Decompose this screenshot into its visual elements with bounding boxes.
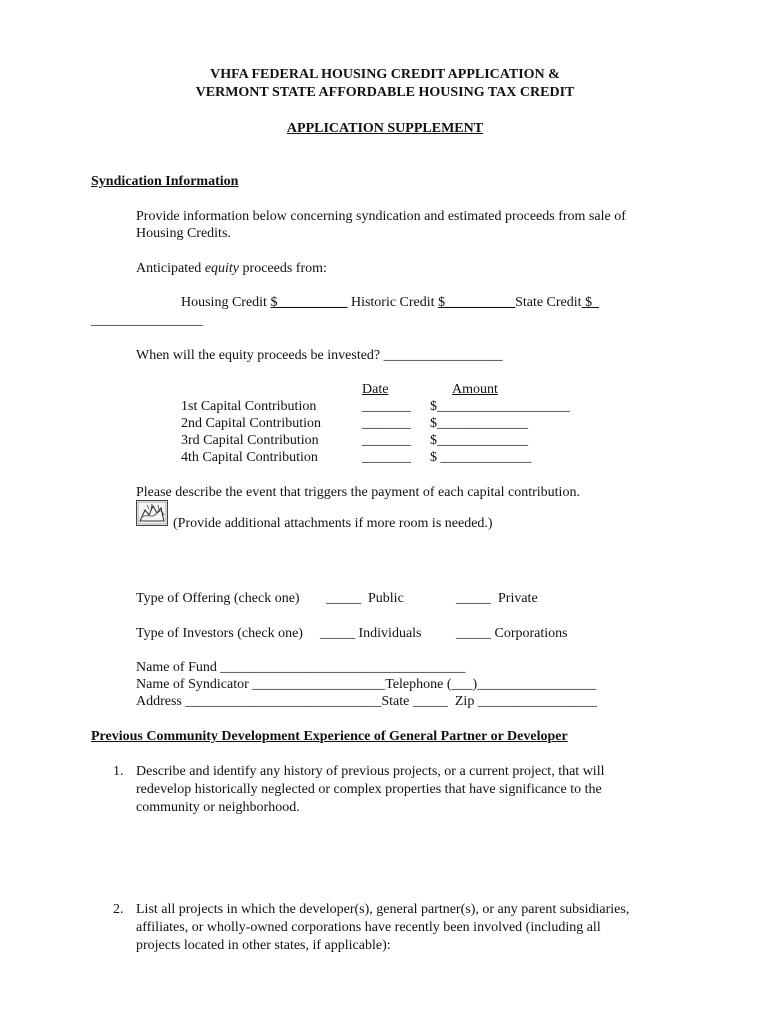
trigger-text: Please describe the event that triggers the payment of each capital contribution.: [136, 485, 580, 500]
syndication-intro-2: Housing Credits.: [136, 226, 231, 241]
col-date-header: Date: [362, 382, 389, 397]
syndication-heading: Syndication Information: [91, 174, 239, 189]
anticipated-prefix: Anticipated: [136, 261, 205, 276]
attachment-note: (Provide additional attachments if more room is needed.): [173, 516, 493, 531]
contribution-amount-field[interactable]: $ _____________: [430, 450, 532, 465]
title-line-2: VERMONT STATE AFFORDABLE HOUSING TAX CREDIT: [195, 85, 575, 100]
anticipated-proceeds-label: [136, 260, 327, 277]
invested-question[interactable]: When will the equity proceeds be invested? _________________: [136, 348, 503, 363]
investors-label: Type of Investors (check one): [136, 626, 303, 641]
supplement-title: APPLICATION SUPPLEMENT: [286, 121, 484, 136]
contribution-date-field[interactable]: _______: [362, 416, 411, 431]
list-item-text: List all projects in which the developer(s), general partner(s), or any parent subsidiaries,: [136, 902, 630, 917]
attachment-image-icon: [137, 501, 167, 525]
fund-name-field[interactable]: Name of Fund ___________________________________: [136, 660, 466, 675]
offering-public-option[interactable]: _____ Public: [326, 591, 404, 606]
investors-corporations-option[interactable]: _____ Corporations: [456, 626, 568, 641]
housing-credit-label: Housing Credit: [181, 295, 271, 310]
syndication-intro-1: Provide information below concerning syndication and estimated proceeds from sale of: [136, 209, 626, 224]
syndicator-telephone-field[interactable]: Name of Syndicator ___________________Telephone (___)_________________: [136, 677, 597, 692]
investors-individuals-option[interactable]: _____ Individuals: [320, 626, 422, 641]
address-state-zip-field[interactable]: Address ____________________________State _____ Zip _________________: [136, 694, 597, 709]
list-item-text: projects located in other states, if applicable):: [136, 938, 391, 953]
contribution-amount-field[interactable]: $___________________: [430, 399, 570, 414]
state-credit-field-cont[interactable]: ________________: [91, 313, 203, 328]
contribution-amount-field[interactable]: $_____________: [430, 416, 528, 431]
list-item-text: redevelop historically neglected or complex properties that have significance to the: [136, 782, 602, 797]
contribution-date-field[interactable]: _______: [362, 450, 411, 465]
historic-credit-field[interactable]: $__________: [438, 295, 516, 310]
list-item-text: affiliates, or wholly-owned corporations have recently been involved (including all: [136, 920, 601, 935]
offering-label: Type of Offering (check one): [136, 591, 300, 606]
contribution-label: 3rd Capital Contribution: [181, 433, 319, 448]
contribution-label: 1st Capital Contribution: [181, 399, 317, 414]
contribution-label: 4th Capital Contribution: [181, 450, 318, 465]
list-item-number: 1.: [113, 764, 124, 779]
credit-line: [181, 294, 599, 311]
list-item-text: community or neighborhood.: [136, 800, 300, 815]
list-item-number: 2.: [113, 902, 124, 917]
state-credit-label: State Credit: [515, 295, 582, 310]
embedded-attachment-icon[interactable]: [136, 500, 168, 526]
list-item-text: Describe and identify any history of previous projects, or a current project, that will: [136, 764, 605, 779]
state-credit-field[interactable]: $: [581, 295, 600, 310]
contribution-date-field[interactable]: _______: [362, 433, 411, 448]
housing-credit-field[interactable]: $__________: [270, 295, 348, 310]
offering-private-option[interactable]: _____ Private: [456, 591, 538, 606]
title-line-1: VHFA FEDERAL HOUSING CREDIT APPLICATION &: [210, 67, 560, 82]
anticipated-suffix: proceeds from:: [239, 261, 327, 276]
col-amount-header: Amount: [452, 382, 498, 397]
contribution-amount-field[interactable]: $_____________: [430, 433, 528, 448]
historic-credit-label: Historic Credit: [347, 295, 439, 310]
experience-heading: Previous Community Development Experience of General Partner or Developer: [91, 729, 568, 744]
contribution-date-field[interactable]: _______: [362, 399, 411, 414]
contribution-label: 2nd Capital Contribution: [181, 416, 321, 431]
anticipated-equity: equity: [204, 261, 240, 276]
